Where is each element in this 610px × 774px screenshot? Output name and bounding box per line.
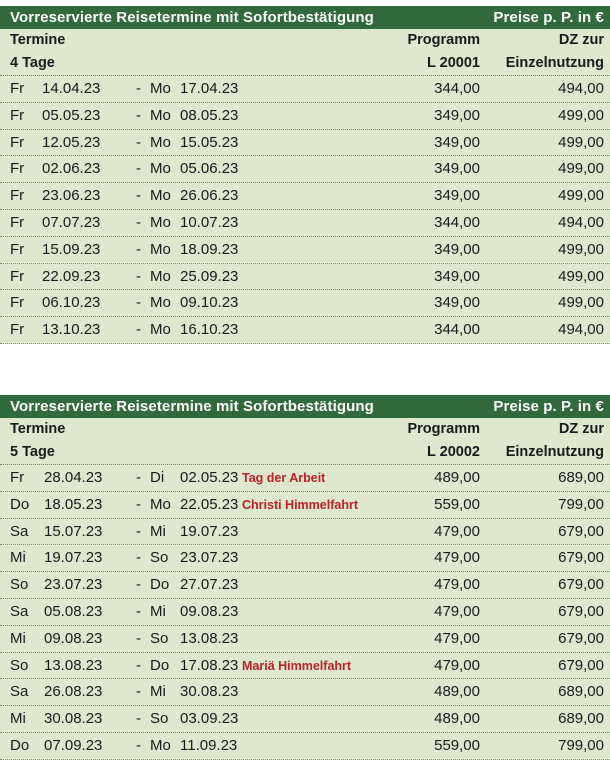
program-price: 489,00 <box>434 710 480 728</box>
column-header-termine: Termine <box>10 32 66 48</box>
start-weekday: Sa <box>10 602 29 620</box>
end-weekday: Mo <box>150 133 171 151</box>
end-date: 17.08.23 <box>180 656 239 674</box>
date-separator: - <box>136 321 141 339</box>
end-weekday: Do <box>150 656 170 674</box>
single-room-price: 499,00 <box>558 106 604 124</box>
end-weekday: Mo <box>150 187 171 205</box>
program-price: 479,00 <box>434 602 480 620</box>
start-date: 13.08.23 <box>44 656 103 674</box>
end-weekday: Mo <box>150 495 171 513</box>
program-price: 349,00 <box>434 267 480 285</box>
start-weekday: Do <box>10 736 30 754</box>
price-table-4-days <box>0 6 610 344</box>
end-date: 22.05.23 <box>180 495 239 513</box>
date-separator: - <box>136 160 141 178</box>
table-title: Vorreservierte Reisetermine mit Sofortbestätigung <box>10 9 374 26</box>
single-room-price: 679,00 <box>558 629 604 647</box>
column-header-programm: Programm <box>407 32 480 48</box>
single-room-price: 799,00 <box>558 495 604 513</box>
table-row <box>0 183 610 210</box>
table-row <box>0 465 610 492</box>
column-header-dz: DZ zur <box>558 32 604 48</box>
start-date: 12.05.23 <box>42 133 101 151</box>
table-body <box>0 465 610 760</box>
end-date: 05.06.23 <box>180 160 239 178</box>
start-date: 09.08.23 <box>44 629 103 647</box>
program-price: 349,00 <box>434 106 480 124</box>
start-date: 28.04.23 <box>44 469 103 486</box>
price-unit-label: Preise p. P. in € <box>493 9 604 26</box>
start-date: 26.08.23 <box>44 683 103 701</box>
end-weekday: Mi <box>150 522 166 540</box>
end-date: 15.05.23 <box>180 133 239 151</box>
end-weekday: Di <box>150 469 165 486</box>
column-header-programm: Programm <box>407 421 480 437</box>
program-price: 559,00 <box>434 736 480 754</box>
start-weekday: So <box>10 656 29 674</box>
start-date: 15.07.23 <box>44 522 103 540</box>
single-room-price: 494,00 <box>558 321 604 339</box>
start-date: 07.09.23 <box>44 736 103 754</box>
date-separator: - <box>136 549 141 567</box>
column-header-einzelnutzung: Einzelnutzung <box>505 55 604 71</box>
start-date: 15.09.23 <box>42 240 101 258</box>
start-date: 07.07.23 <box>42 213 101 231</box>
single-room-price: 494,00 <box>558 213 604 231</box>
start-date: 14.04.23 <box>42 80 101 97</box>
price-unit-label: Preise p. P. in € <box>493 398 604 415</box>
start-weekday: Fr <box>10 106 25 124</box>
end-weekday: So <box>150 710 169 728</box>
end-date: 27.07.23 <box>180 576 239 594</box>
table-row <box>0 519 610 546</box>
holiday-note: Mariä Himmelfahrt <box>242 658 352 673</box>
single-room-price: 689,00 <box>558 683 604 701</box>
date-separator: - <box>136 240 141 258</box>
date-separator: - <box>136 294 141 312</box>
start-date: 23.07.23 <box>44 576 103 594</box>
table-row <box>0 210 610 237</box>
start-date: 30.08.23 <box>44 710 103 728</box>
single-room-price: 679,00 <box>558 549 604 567</box>
table-row <box>0 545 610 572</box>
end-weekday: Mo <box>150 106 171 124</box>
program-code: L 20002 <box>427 444 480 460</box>
table-row <box>0 733 610 760</box>
end-weekday: Mo <box>150 321 171 339</box>
end-date: 23.07.23 <box>180 549 239 567</box>
date-separator: - <box>136 213 141 231</box>
single-room-price: 679,00 <box>558 656 604 674</box>
program-price: 559,00 <box>434 495 480 513</box>
table-row <box>0 599 610 626</box>
end-weekday: Mo <box>150 160 171 178</box>
end-weekday: Mo <box>150 80 171 97</box>
end-weekday: Mo <box>150 213 171 231</box>
holiday-note: Christi Himmelfahrt <box>242 497 358 512</box>
end-date: 19.07.23 <box>180 522 239 540</box>
holiday-note: Tag der Arbeit <box>242 471 326 485</box>
table-row <box>0 156 610 183</box>
table-header <box>0 6 610 29</box>
table-row <box>0 679 610 706</box>
table-row <box>0 264 610 291</box>
start-date: 19.07.23 <box>44 549 103 567</box>
date-separator: - <box>136 187 141 205</box>
table-row <box>0 317 610 344</box>
duration-label: 5 Tage <box>10 444 55 460</box>
start-weekday: Fr <box>10 80 25 97</box>
end-weekday: Mi <box>150 602 166 620</box>
program-price: 344,00 <box>434 80 480 97</box>
date-separator: - <box>136 133 141 151</box>
program-price: 489,00 <box>434 469 480 486</box>
start-weekday: Fr <box>10 160 25 178</box>
end-date: 11.09.23 <box>180 736 238 754</box>
duration-label: 4 Tage <box>10 55 55 71</box>
start-date: 05.05.23 <box>42 106 101 124</box>
date-separator: - <box>136 736 141 754</box>
date-separator: - <box>136 80 141 97</box>
program-price: 349,00 <box>434 294 480 312</box>
table-row <box>0 653 610 680</box>
start-date: 05.08.23 <box>44 602 103 620</box>
single-room-price: 689,00 <box>558 469 604 486</box>
single-room-price: 679,00 <box>558 576 604 594</box>
table-row <box>0 492 610 519</box>
program-price: 349,00 <box>434 160 480 178</box>
column-header-termine: Termine <box>10 421 66 437</box>
table-row <box>0 130 610 157</box>
end-weekday: Mi <box>150 683 166 701</box>
single-room-price: 499,00 <box>558 160 604 178</box>
start-weekday: Fr <box>10 321 25 339</box>
start-weekday: Fr <box>10 294 25 312</box>
end-date: 18.09.23 <box>180 240 239 258</box>
end-weekday: So <box>150 629 169 647</box>
program-price: 479,00 <box>434 656 480 674</box>
end-weekday: Mo <box>150 736 171 754</box>
table-body <box>0 76 610 344</box>
date-separator: - <box>136 656 141 674</box>
end-date: 17.04.23 <box>180 80 239 97</box>
end-weekday: Do <box>150 576 170 594</box>
single-room-price: 689,00 <box>558 710 604 728</box>
start-weekday: So <box>10 576 29 594</box>
table-row <box>0 572 610 599</box>
program-price: 479,00 <box>434 549 480 567</box>
column-header-dz: DZ zur <box>558 421 604 437</box>
single-room-price: 679,00 <box>558 602 604 620</box>
start-date: 13.10.23 <box>42 321 101 339</box>
end-date: 03.09.23 <box>180 710 239 728</box>
end-date: 13.08.23 <box>180 629 239 647</box>
date-separator: - <box>136 710 141 728</box>
start-weekday: Sa <box>10 683 29 701</box>
price-table-5-days <box>0 395 610 760</box>
end-weekday: Mo <box>150 267 171 285</box>
table-header <box>0 395 610 418</box>
start-weekday: Mi <box>10 710 26 728</box>
start-weekday: Mi <box>10 549 26 567</box>
end-date: 08.05.23 <box>180 106 239 124</box>
start-weekday: Fr <box>10 240 25 258</box>
date-separator: - <box>136 267 141 285</box>
program-price: 479,00 <box>434 629 480 647</box>
table-row <box>0 237 610 264</box>
date-separator: - <box>136 495 141 513</box>
column-headers <box>0 29 610 76</box>
date-separator: - <box>136 469 141 486</box>
end-weekday: Mo <box>150 240 171 258</box>
program-code: L 20001 <box>427 55 480 71</box>
start-weekday: Mi <box>10 629 26 647</box>
date-separator: - <box>136 602 141 620</box>
end-date: 09.08.23 <box>180 602 239 620</box>
date-separator: - <box>136 683 141 701</box>
start-weekday: Sa <box>10 522 29 540</box>
program-price: 349,00 <box>434 240 480 258</box>
end-weekday: So <box>150 549 169 567</box>
end-date: 26.06.23 <box>180 187 239 205</box>
table-row <box>0 76 610 103</box>
start-weekday: Fr <box>10 213 25 231</box>
program-price: 349,00 <box>434 187 480 205</box>
start-weekday: Fr <box>10 267 25 285</box>
single-room-price: 499,00 <box>558 187 604 205</box>
program-price: 344,00 <box>434 213 480 231</box>
table-row <box>0 706 610 733</box>
single-room-price: 499,00 <box>558 267 604 285</box>
single-room-price: 679,00 <box>558 522 604 540</box>
column-header-einzelnutzung: Einzelnutzung <box>505 444 604 460</box>
end-date: 25.09.23 <box>180 267 239 285</box>
program-price: 344,00 <box>434 321 480 339</box>
start-weekday: Fr <box>10 187 25 205</box>
start-date: 06.10.23 <box>42 294 101 312</box>
program-price: 489,00 <box>434 683 480 701</box>
table-row <box>0 626 610 653</box>
date-separator: - <box>136 576 141 594</box>
single-room-price: 499,00 <box>558 294 604 312</box>
start-date: 23.06.23 <box>42 187 101 205</box>
end-date: 02.05.23 <box>180 469 239 486</box>
end-date: 09.10.23 <box>180 294 239 312</box>
table-row <box>0 103 610 130</box>
start-weekday: Do <box>10 495 30 513</box>
start-date: 22.09.23 <box>42 267 101 285</box>
start-weekday: Fr <box>10 133 25 151</box>
single-room-price: 499,00 <box>558 240 604 258</box>
column-headers <box>0 418 610 465</box>
single-room-price: 499,00 <box>558 133 604 151</box>
table-row <box>0 290 610 317</box>
date-separator: - <box>136 522 141 540</box>
date-separator: - <box>136 106 141 124</box>
end-date: 10.07.23 <box>180 213 239 231</box>
start-date: 02.06.23 <box>42 160 101 178</box>
program-price: 349,00 <box>434 133 480 151</box>
table-title: Vorreservierte Reisetermine mit Sofortbestätigung <box>10 398 374 415</box>
end-date: 16.10.23 <box>180 321 239 339</box>
start-weekday: Fr <box>10 469 25 486</box>
start-date: 18.05.23 <box>44 495 103 513</box>
date-separator: - <box>136 629 141 647</box>
end-date: 30.08.23 <box>180 683 239 701</box>
program-price: 479,00 <box>434 522 480 540</box>
end-weekday: Mo <box>150 294 171 312</box>
single-room-price: 799,00 <box>558 736 604 754</box>
single-room-price: 494,00 <box>558 80 604 97</box>
program-price: 479,00 <box>434 576 480 594</box>
